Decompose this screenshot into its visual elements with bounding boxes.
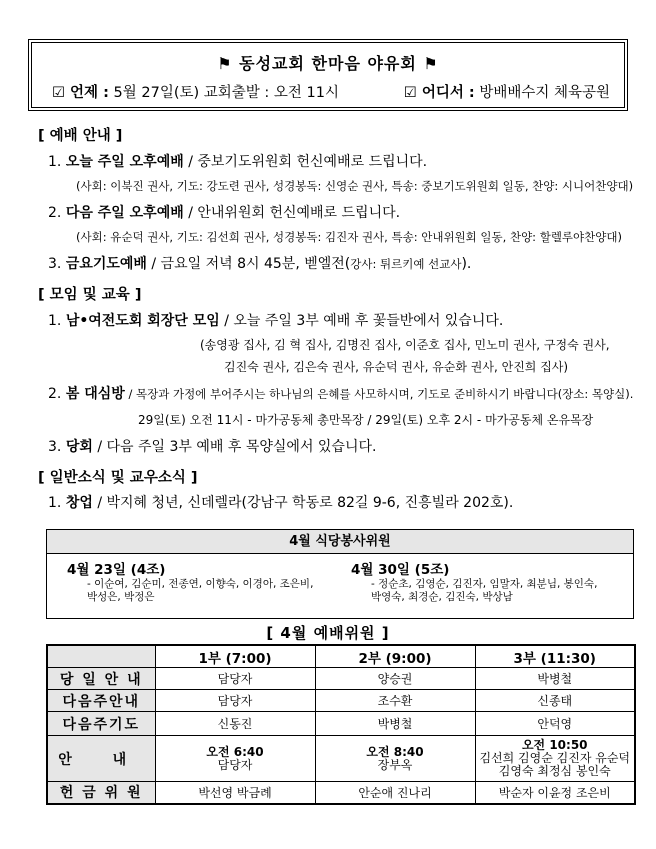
cell-names: 김선희 김영순 김진자 유순덕 xyxy=(479,751,631,765)
item-title: 당회 xyxy=(65,439,93,455)
table-cell: 담당자 xyxy=(155,668,315,690)
banner-when xyxy=(52,81,339,102)
item-text: / 목장과 가정에 부어주시는 하나님의 은혜를 사모하시며, 기도로 준비하시기 바랍니다(장소: 목양실). xyxy=(124,387,634,401)
banner-title: ⚑ 동성교회 한마음 야유회 ⚑ xyxy=(217,54,439,73)
table-cell xyxy=(155,736,315,782)
table-cell: 박병철 xyxy=(475,668,635,690)
item-text: / 중보기도위원회 헌신예배로 드립니다. xyxy=(183,154,428,170)
meetings-item-2 xyxy=(48,383,633,403)
item-speaker: 강사: 튀르키예 선교사 xyxy=(350,257,462,271)
table-cell: 신동진 xyxy=(155,712,315,736)
meetings-item-1-names-1: (송영광 집사, 김 혁 집사, 김명진 집사, 이준호 집사, 민노미 권사, 구정숙 권사, xyxy=(200,338,610,352)
meetings-item-1 xyxy=(48,310,503,330)
worship-item-2-detail: (사회: 유순덕 권사, 기도: 김선희 권사, 성경봉독: 김진자 권사, 특송: 안내위원회 일동, 찬양: 할렐루야찬양대) xyxy=(76,230,622,244)
table-cell: 담당자 xyxy=(155,690,315,712)
kitchen-volunteers-box xyxy=(46,529,634,619)
item-title: 창업 xyxy=(65,495,93,511)
meetings-item-3 xyxy=(48,436,376,456)
corner-cell xyxy=(47,645,155,668)
row-label: 당 일 안 내 xyxy=(47,668,155,690)
banner-info xyxy=(52,81,610,102)
table-row xyxy=(47,668,635,690)
week-b-names-2: 박영숙, 최경순, 김진숙, 박상남 xyxy=(371,591,513,603)
item-number: 3. xyxy=(48,256,62,272)
table-cell: 신종태 xyxy=(475,690,635,712)
cell-time: 오전 10:50 xyxy=(521,738,588,752)
table-row xyxy=(47,736,635,782)
table-cell: 양승권 xyxy=(315,668,475,690)
table-cell: 안덕영 xyxy=(475,712,635,736)
cell-names: 김영숙 최정심 봉인숙 xyxy=(498,764,611,778)
table-cell: 조수환 xyxy=(315,690,475,712)
item-title: 남•여전도회 회장단 모임 xyxy=(65,313,220,329)
column-header: 2부 (9:00) xyxy=(315,645,475,668)
week-b-names-1: - 정순초, 김영순, 김진자, 임말자, 최분님, 봉인숙, xyxy=(371,578,598,590)
item-number: 3. xyxy=(48,439,62,455)
where-label: ☑ 어디서 : xyxy=(403,85,475,101)
row-label: 헌 금 위 원 xyxy=(47,782,155,804)
kitchen-week-b xyxy=(351,558,621,604)
table-row xyxy=(47,782,635,804)
item-title: 금요기도예배 xyxy=(65,256,147,272)
item-text: / 안내위원회 헌신예배로 드립니다. xyxy=(183,205,401,221)
news-heading: [ 일반소식 및 교우소식 ] xyxy=(38,470,198,486)
item-title: 오늘 주일 오후예배 xyxy=(65,154,184,170)
item-text: / 오늘 주일 3부 예배 후 꽃들반에서 있습니다. xyxy=(219,313,504,329)
week-a-label: 4월 23일 (4조) xyxy=(67,562,166,578)
service-table xyxy=(46,644,636,805)
week-b-label: 4월 30일 (5조) xyxy=(351,562,450,578)
table-cell xyxy=(315,736,475,782)
worship-item-3 xyxy=(48,253,471,273)
item-title: 봄 대심방 xyxy=(65,386,125,402)
item-text: / 다음 주일 3부 예배 후 목양실에서 있습니다. xyxy=(92,439,377,455)
item-title: 다음 주일 오후예배 xyxy=(65,205,184,221)
cell-time: 오전 6:40 xyxy=(206,744,264,759)
kitchen-title: 4월 식당봉사위원 xyxy=(47,530,633,554)
news-item-1 xyxy=(48,492,513,512)
table-cell: 박순자 이윤정 조은비 xyxy=(475,782,635,804)
table-cell: 박병철 xyxy=(315,712,475,736)
banner-where xyxy=(404,81,610,102)
week-a-names-2: 박성은, 박정은 xyxy=(87,591,155,603)
service-table-title: [ 4월 예배위원 ] xyxy=(266,624,390,642)
column-header: 3부 (11:30) xyxy=(475,645,635,668)
worship-item-1 xyxy=(48,151,427,171)
meetings-heading: [ 모임 및 교육 ] xyxy=(38,287,142,303)
table-row xyxy=(47,690,635,712)
item-number: 2. xyxy=(48,386,62,402)
meetings-item-1-names-2: 김진숙 권사, 김은숙 권사, 유순덕 권사, 유순화 권사, 안진희 집사) xyxy=(224,360,569,374)
item-tail: ). xyxy=(461,256,472,272)
item-number: 1. xyxy=(48,495,62,511)
table-cell xyxy=(475,736,635,782)
row-label: 다음주안내 xyxy=(47,690,155,712)
worship-item-1-detail: (사회: 이북진 권사, 기도: 강도련 권사, 성경봉독: 신영순 권사, 특송: 중보기도위원회 일동, 찬양: 시니어찬양대) xyxy=(76,179,634,193)
when-value: 5월 27일(토) 교회출발 : 오전 11시 xyxy=(113,85,339,101)
item-number: 2. xyxy=(48,205,62,221)
table-cell: 안순애 진나리 xyxy=(315,782,475,804)
kitchen-week-a xyxy=(67,558,337,604)
cell-names: 장부옥 xyxy=(377,757,413,772)
cell-names: 담당자 xyxy=(217,757,253,772)
item-text: / 금요일 저녁 8시 45분, 벧엘전( xyxy=(146,256,351,272)
meetings-item-2-detail: 29일(토) 오전 11시 - 마가공동체 총만목장 / 29일(토) 오후 2시 - 마가공동체 온유목장 xyxy=(138,413,594,427)
event-banner xyxy=(28,39,628,111)
row-label: 다음주기도 xyxy=(47,712,155,736)
item-number: 1. xyxy=(48,313,62,329)
table-cell: 박선영 박금례 xyxy=(155,782,315,804)
item-text: / 박지혜 청년, 신데렐라(강남구 학동로 82길 9-6, 진흥빌라 202호). xyxy=(92,495,514,511)
week-a-names-1: - 이순여, 김순미, 전종연, 이향숙, 이경아, 조은비, xyxy=(87,578,314,590)
cell-time: 오전 8:40 xyxy=(366,744,424,759)
worship-item-2 xyxy=(48,202,400,222)
column-header: 1부 (7:00) xyxy=(155,645,315,668)
item-number: 1. xyxy=(48,154,62,170)
where-value: 방배배수지 체육공원 xyxy=(479,85,610,101)
row-label: 안 내 xyxy=(47,736,155,782)
worship-heading: [ 예배 안내 ] xyxy=(38,128,123,144)
table-row xyxy=(47,712,635,736)
when-label: ☑ 언제 : xyxy=(52,85,109,101)
table-header-row xyxy=(47,645,635,668)
